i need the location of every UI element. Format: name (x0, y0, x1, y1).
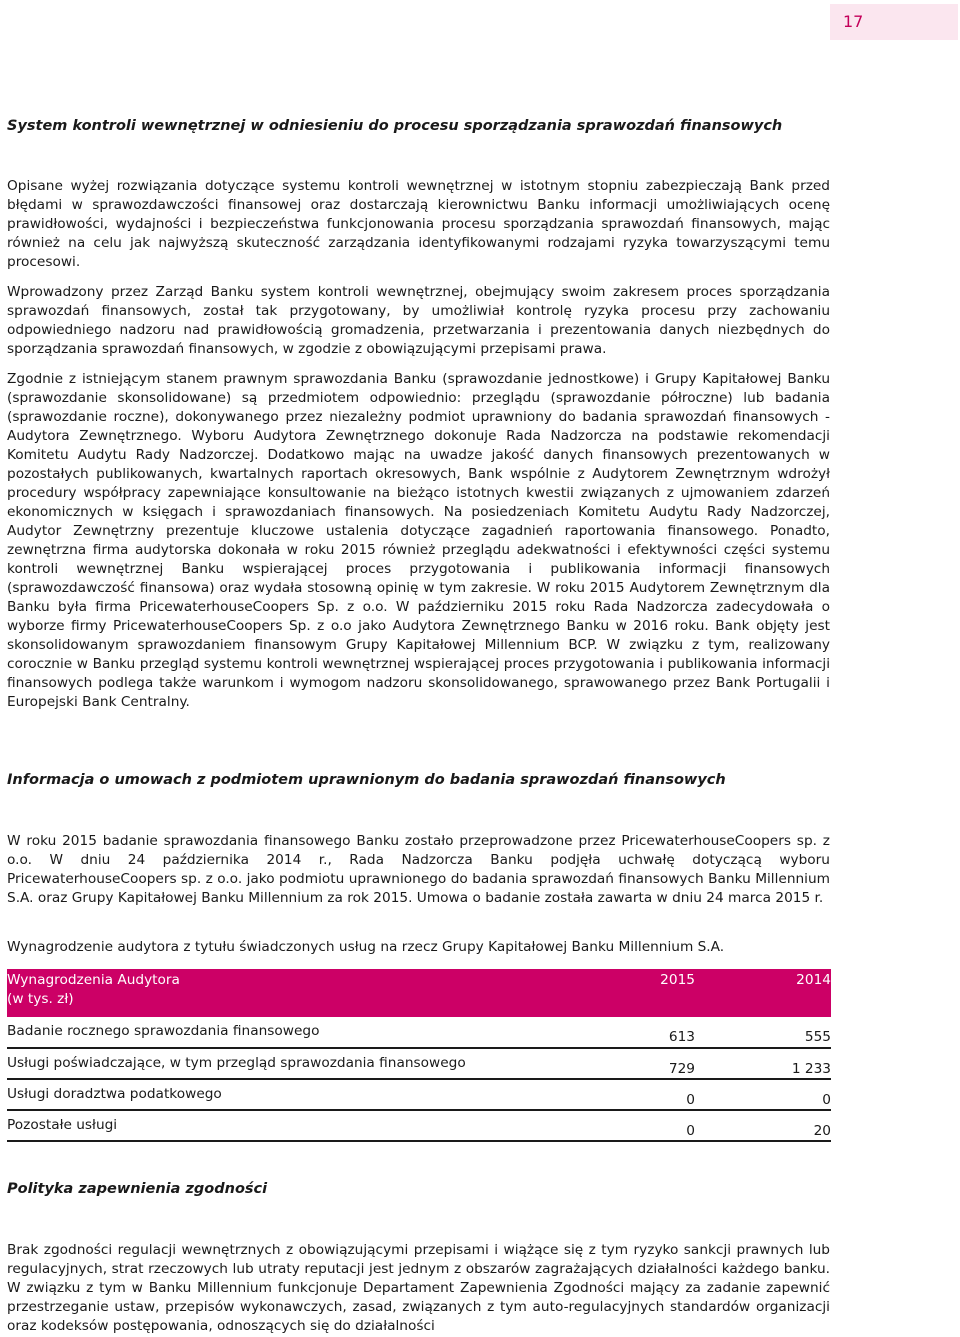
row-value-2015: 729 (668, 1061, 695, 1077)
row-value-2014: 20 (813, 1123, 831, 1139)
row-value-2014: 1 233 (791, 1061, 831, 1077)
row-label: Badanie rocznego sprawozdania finansowego (7, 1023, 320, 1039)
section-title-auditor-agreements: Informacja o umowach z podmiotem uprawnionym do badania sprawozdań finansowych (7, 772, 726, 788)
header-year-2014: 2014 (796, 972, 831, 988)
row-value-2014: 555 (804, 1029, 831, 1045)
header-label-line: Wynagrodzenia Audytora (7, 972, 180, 988)
table-row (7, 1017, 831, 1049)
paragraph: W roku 2015 badanie sprawozdania finansowego Banku zostało przeprowadzone przez PricewaterhouseCoopers sp. z o.o. W dniu 24 października 2014 r., Rada Nadzorcza Banku podjęła uchwałę dotyczącą wyboru PricewaterhouseCoopers sp. z o.o. jako podmiotu uprawnionego do badania sprawozdań finansowych Banku Millennium S.A. oraz Grupy Kapitałowej Banku Millennium za rok 2015. Umowa o badanie została zawarta w dniu 24 marca 2015 r. (7, 833, 830, 906)
paragraph: Opisane wyżej rozwiązania dotyczące systemu kontroli wewnętrznej w istotnym stopniu zabezpieczają Bank przed błędami w sprawozdawczości finansowej oraz dostarczają kierownictwu Banku informacji umożliwiających ocenę prawidłowości, wydajności i bezpieczeństwa funkcjonowania procesu sporządzania sprawozdań finansowych, mając również na celu jak najwyższą skuteczność zarządzania identyfikowanymi rodzajami ryzyka towarzyszącymi temu procesowi. (7, 178, 830, 270)
row-label: Usługi doradztwa podatkowego (7, 1086, 222, 1102)
header-label-unit: (w tys. zł) (7, 991, 74, 1007)
row-value-2015: 0 (686, 1123, 695, 1139)
row-value-2014: 0 (822, 1092, 831, 1108)
section-title-internal-control: System kontroli wewnętrznej w odniesieniu do procesu sporządzania sprawozdań finansowych (7, 118, 783, 134)
auditor-fees-table (7, 969, 831, 1142)
table-row (7, 1080, 831, 1111)
paragraph: Brak zgodności regulacji wewnętrznych z obowiązującymi przepisami i wiążące się z tym ryzyko sankcji prawnych lub regulacyjnych, strat rzeczowych lub utraty reputacji jest jednym z obszarów zagrażających działalności każdego banku. W związku z tym w Banku Millennium funkcjonuje Departament Zapewnienia Zgodności mający za zadanie zapewnić przestrzeganie ustaw, przepisów wykonawczych, zasad, związanych z tym auto-regulacyjnych standardów organizacji oraz kodeksów postępowania, odnoszących się do działalności (7, 1242, 830, 1334)
table-row (7, 1111, 831, 1142)
page-number: 17 (830, 4, 958, 40)
section-title-compliance: Polityka zapewnienia zgodności (7, 1181, 268, 1197)
row-label: Usługi poświadczające, w tym przegląd sprawozdania finansowego (7, 1055, 466, 1071)
paragraph: Zgodnie z istniejącym stanem prawnym sprawozdania Banku (sprawozdanie jednostkowe) i Grupy Kapitałowej Banku (sprawozdanie skonsolidowane) są przedmiotem odpowiednio: przeglądu (sprawozdanie półroczne) lub badania (sprawozdanie roczne), dokonywanego przez niezależny podmiot uprawniony do badania sprawozdań finansowych - Audytora Zewnętrznego. Wyboru Audytora Zewnętrznego dokonuje Rada Nadzorcza na podstawie rekomendacji Komitetu Audytu Rady Nadzorczej. Dodatkowo mając na uwadze jakość danych finansowych prezentowanych w pozostałych publikowanych, kwartalnych raportach okresowych, Bank wspólnie z Audytorem Zewnętrznym wdrożył procedury współpracy zapewniające konsultowanie na bieżąco istotnych kwestii związanych z ujmowaniem zdarzeń ekonomicznych w księgach i sprawozdaniach finansowych. Na posiedzeniach Komitetu Audytu Rady Nadzorczej, Audytor Zewnętrzny prezentuje kluczowe ustalenia dotyczące zagadnień raportowania finansowego. Ponadto, zewnętrzna firma audytorska dokonała w roku 2015 również przeglądu adekwatności i efektywności części systemu kontroli wewnętrznej Banku wspierającej proces przygotowania i publikowania informacji finansowych (sprawozdawczość finansowa) oraz wydała stosowną opinię w tym zakresie. W roku 2015 Audytorem Zewnętrznym dla Banku była firma PricewaterhouseCoopers Sp. z o.o. W październiku 2015 roku Rada Nadzorcza zadecydowała o wyborze firmy PricewaterhouseCoopers Sp. z o.o jako Audytora Zewnętrznego Banku w 2016 roku. Bank objęty jest skonsolidowanym sprawozdaniem finansowym Grupy Kapitałowej Millennium BCP. W związku z tym, realizowany corocznie w Banku przegląd systemu kontroli wewnętrznej wspierającej proces przygotowania i publikowania informacji finansowych podlega także warunkom i wymogom nadzoru skonsolidowanego, sprawowanego przez Bank Portugalii i Europejski Bank Centralny. (7, 371, 830, 710)
table-caption: Wynagrodzenie audytora z tytułu świadczonych usług na rzecz Grupy Kapitałowej Banku Millennium S.A. (7, 939, 725, 955)
row-value-2015: 0 (686, 1092, 695, 1108)
header-label (7, 971, 567, 1017)
row-label: Pozostałe usługi (7, 1117, 118, 1133)
table-header (7, 969, 831, 1017)
row-value-2015: 613 (668, 1029, 695, 1045)
header-year-2015: 2015 (660, 972, 695, 988)
table-row (7, 1049, 831, 1080)
paragraph: Wprowadzony przez Zarząd Banku system kontroli wewnętrznej, obejmujący swoim zakresem proces sporządzania sprawozdań finansowych, został tak przygotowany, by umożliwiał kontrolę ryzyka procesu przy zachowaniu odpowiedniego nadzoru nad prawidłowością gromadzenia, przetwarzania i prezentowania danych niezbędnych do sporządzania sprawozdań finansowych, w zgodzie z obowiązującymi przepisami prawa. (7, 284, 830, 357)
